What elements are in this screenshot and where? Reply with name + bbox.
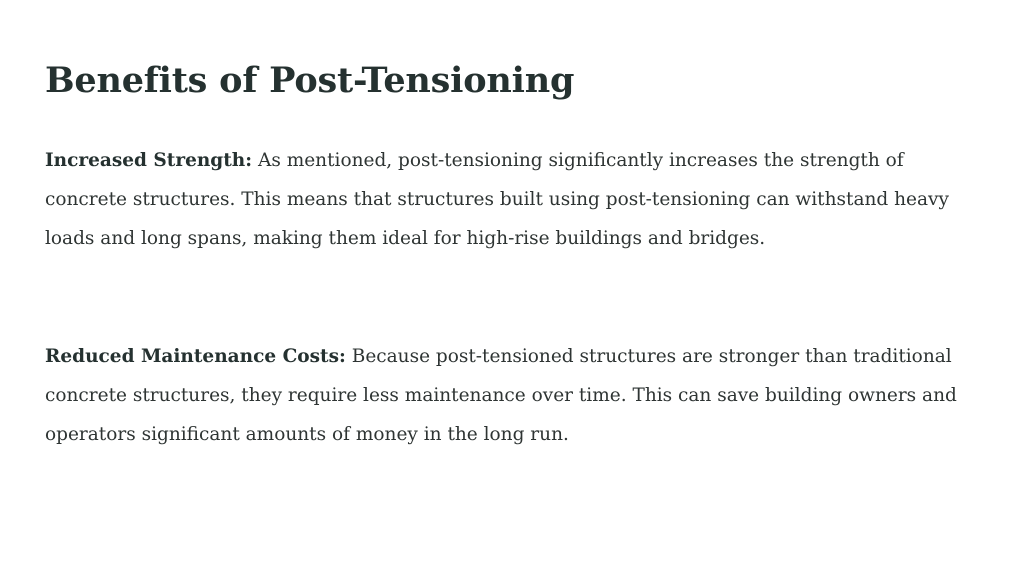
- slide-title: Benefits of Post-Tensioning: [45, 60, 575, 101]
- benefit-term: Increased Strength:: [45, 150, 253, 171]
- benefit-paragraph-increased-strength: [45, 141, 975, 258]
- benefit-description: As mentioned, post-tensioning significantly increases the strength of concrete structures. This means that structures built using post-tensioning can withstand heavy loads and long spans, making them ideal for high-rise buildings and bridges.: [45, 150, 949, 249]
- benefit-paragraph-reduced-maintenance: [45, 337, 975, 454]
- benefit-description: Because post-tensioned structures are stronger than traditional concrete structures, they require less maintenance over time. This can save building owners and operators significant amounts of money in the long run.: [45, 346, 957, 445]
- benefit-term: Reduced Maintenance Costs:: [45, 346, 346, 367]
